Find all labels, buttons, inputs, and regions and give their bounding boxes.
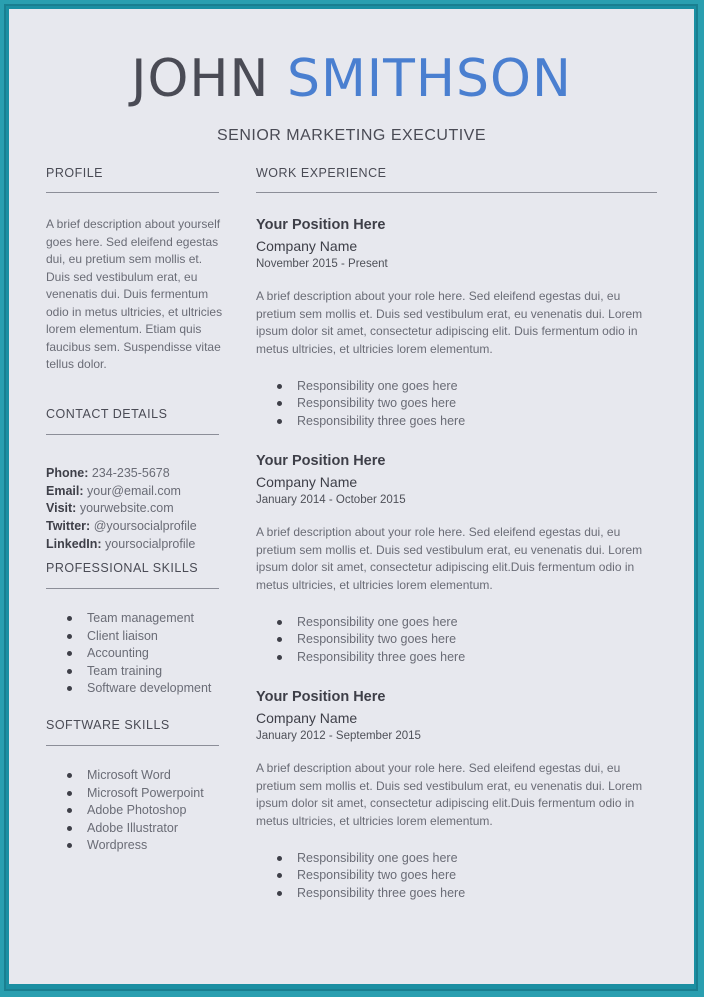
professional-skills-divider [46, 588, 219, 589]
list-item: Wordpress [46, 837, 204, 855]
list-item: Responsibility one goes here [256, 378, 656, 396]
list-item: Adobe Photoshop [46, 802, 204, 820]
position-title: Your Position Here [256, 689, 386, 705]
company-name: Company Name [256, 710, 358, 726]
software-skills-heading: SOFTWARE SKILLS [46, 718, 170, 732]
job-entry-3 [256, 689, 656, 903]
work-experience-heading: WORK EXPERIENCE [256, 166, 387, 180]
software-skills-list [46, 767, 204, 855]
job-entry-2 [256, 453, 656, 667]
role-description: A brief description about your role here. Sed eleifend egestas dui, eu pretium sem mollis et. Duis sed vestibulum erat, eu venenatis dui. Lorem ipsum dolor sit amet, consectetur adipiscing elit.Duis fermentum odio in metus ultricies, et ultricies lorem elementum. [256, 761, 643, 829]
position-title: Your Position Here [256, 217, 386, 233]
contact-email: Email: your@email.com [46, 483, 181, 498]
resume-page [9, 9, 694, 984]
responsibilities-list [256, 378, 656, 431]
job-title: SENIOR MARKETING EXECUTIVE [216, 127, 487, 144]
profile-text: A brief description about yourself goes here. Sed eleifend egestas dui, eu pretium sem mollis et. Duis sed vestibulum erat, eu venenatis dui. Duis fermentum odio in metus ultricies, et ultricies lorem elementum. Etiam quis faucibus sem. Suspendisse vitae tellus dolor. [46, 217, 223, 371]
contact-heading: CONTACT DETAILS [46, 407, 168, 421]
contact-details [46, 465, 197, 554]
list-item: Responsibility three goes here [256, 413, 656, 431]
profile-heading: PROFILE [46, 166, 103, 180]
role-description: A brief description about your role here. Sed eleifend egestas dui, eu pretium sem mollis et. Duis sed vestibulum erat, eu venenatis dui. Lorem ipsum dolor sit amet, consectetur adipiscing elit.Duis fermentum odio in metus ultricies, et ultricies lorem elementum. [256, 525, 643, 593]
first-name: JOHN [131, 49, 270, 109]
list-item: Client liaison [46, 628, 211, 646]
list-item: Team training [46, 663, 211, 681]
profile-divider [46, 192, 219, 193]
list-item: Responsibility one goes here [256, 850, 656, 868]
position-title: Your Position Here [256, 453, 386, 469]
company-name: Company Name [256, 474, 358, 490]
full-name [9, 49, 694, 109]
job-entry-1 [256, 217, 656, 431]
list-item: Microsoft Word [46, 767, 204, 785]
last-name: SMITHSON [286, 49, 572, 109]
contact-divider [46, 434, 219, 435]
list-item: Responsibility one goes here [256, 614, 656, 632]
list-item: Responsibility three goes here [256, 885, 656, 903]
professional-skills-list [46, 610, 211, 698]
role-description: A brief description about your role here. Sed eleifend egestas dui, eu pretium sem mollis et. Duis sed vestibulum erat, eu venenatis dui. Lorem ipsum dolor sit amet, consectetur adipiscing elit. Duis fermentum odio in metus ultricies, et ultricies lorem elementum. [256, 289, 643, 357]
list-item: Responsibility two goes here [256, 631, 656, 649]
list-item: Responsibility two goes here [256, 867, 656, 885]
professional-skills-heading: PROFESSIONAL SKILLS [46, 561, 199, 575]
responsibilities-list [256, 850, 656, 903]
company-name: Company Name [256, 238, 358, 254]
employment-dates: November 2015 - Present [256, 258, 388, 270]
list-item: Software development [46, 680, 211, 698]
list-item: Team management [46, 610, 211, 628]
list-item: Adobe Illustrator [46, 820, 204, 838]
work-experience-divider [256, 192, 657, 193]
list-item: Responsibility two goes here [256, 395, 656, 413]
list-item: Responsibility three goes here [256, 649, 656, 667]
employment-dates: January 2014 - October 2015 [256, 494, 406, 506]
responsibilities-list [256, 614, 656, 667]
software-skills-divider [46, 745, 219, 746]
contact-linkedin: LinkedIn: yoursocialprofile [46, 536, 196, 551]
employment-dates: January 2012 - September 2015 [256, 730, 421, 742]
list-item: Accounting [46, 645, 211, 663]
contact-website: Visit: yourwebsite.com [46, 501, 174, 516]
contact-twitter: Twitter: @yoursocialprofile [46, 519, 197, 534]
list-item: Microsoft Powerpoint [46, 785, 204, 803]
contact-phone: Phone: 234-235-5678 [46, 466, 170, 480]
